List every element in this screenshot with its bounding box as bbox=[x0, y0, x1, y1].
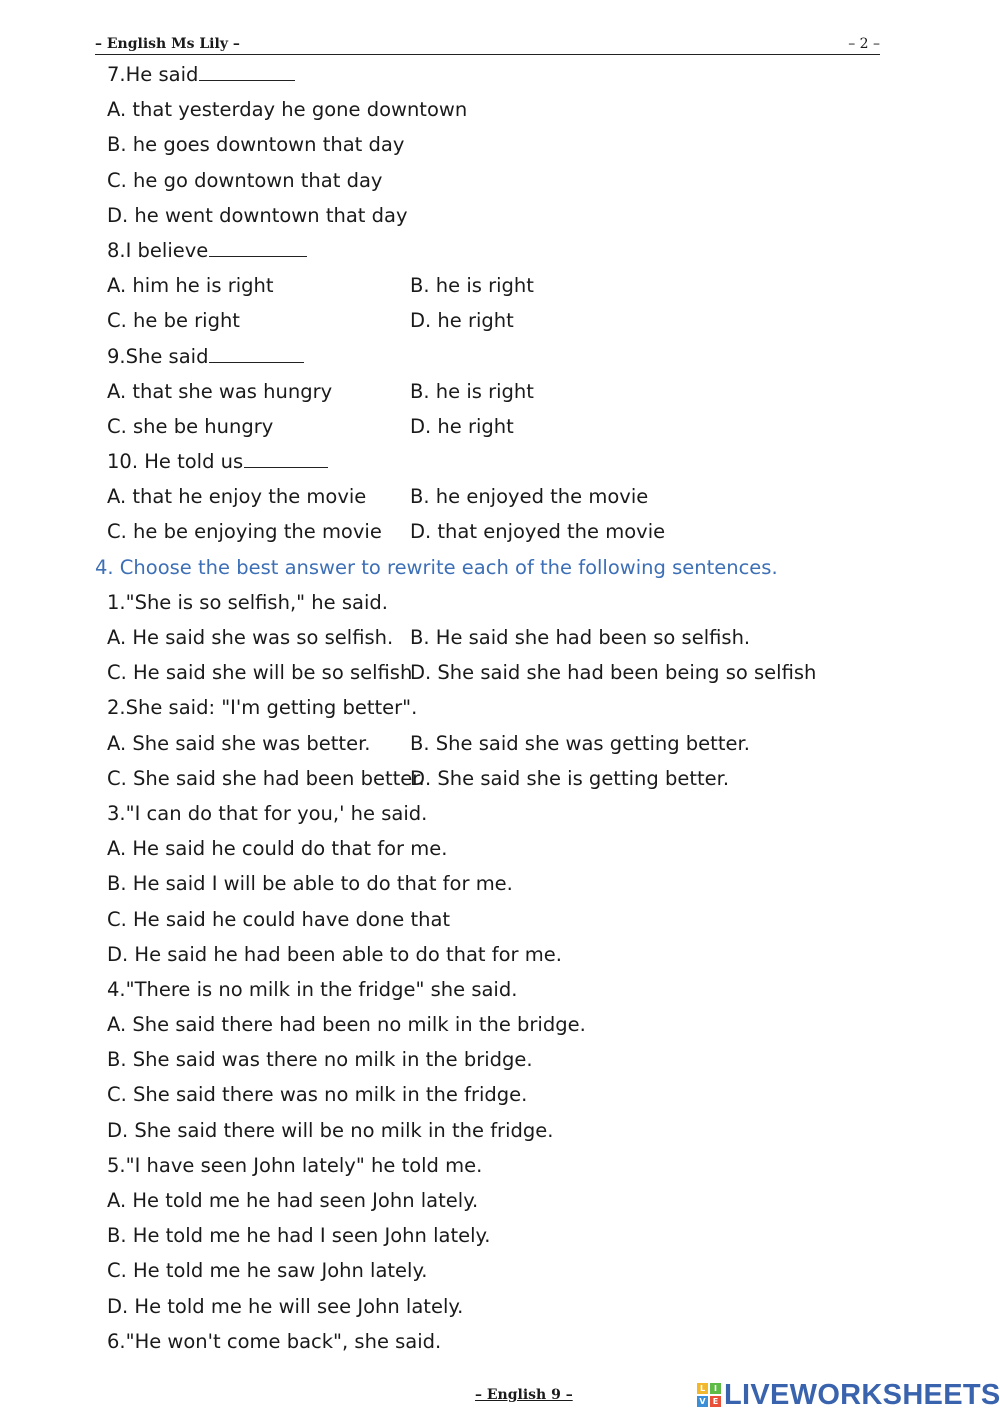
logo-letter: I bbox=[710, 1383, 721, 1394]
option: D. that enjoyed the movie bbox=[410, 520, 666, 544]
brand-name: LIVEWORKSHEETS bbox=[724, 1378, 1000, 1411]
option: A. that yesterday he gone downtown bbox=[107, 98, 468, 122]
logo-letter: E bbox=[710, 1396, 721, 1407]
option-row bbox=[0, 479, 1000, 514]
option: A. him he is right bbox=[107, 274, 274, 298]
answer-blank bbox=[244, 449, 328, 468]
option: C. She said she had been better. bbox=[107, 766, 425, 790]
option: C. he be right bbox=[107, 309, 240, 333]
answer-blank bbox=[209, 238, 307, 257]
question-10 bbox=[0, 444, 1000, 479]
option: C. He said he could have done that bbox=[107, 907, 451, 931]
option: D. He told me he will see John lately. bbox=[107, 1294, 464, 1318]
s4-question-2: 2.She said: "I'm getting better". bbox=[107, 696, 418, 720]
liveworksheets-brand[interactable] bbox=[697, 1378, 1000, 1412]
option: D. he right bbox=[410, 309, 514, 333]
option-row bbox=[0, 514, 1000, 549]
liveworksheets-logo-icon bbox=[697, 1383, 721, 1407]
option: B. He said she had been so selfish. bbox=[410, 626, 751, 649]
header-title: – English Ms Lily – bbox=[95, 36, 240, 52]
option: C. He said she will be so selfish bbox=[107, 661, 413, 685]
page-header bbox=[95, 36, 880, 55]
question-stem: 10. He told us bbox=[107, 450, 244, 474]
header-page-number: – 2 – bbox=[848, 36, 880, 52]
question-stem: 7.He said bbox=[107, 63, 199, 86]
answer-blank bbox=[209, 344, 304, 363]
option: B. She said was there no milk in the bridge. bbox=[107, 1048, 533, 1072]
option: C. He told me he saw John lately. bbox=[107, 1259, 428, 1283]
option: D. He said he had been able to do that for me. bbox=[107, 942, 562, 966]
option-row bbox=[0, 620, 1000, 655]
answer-blank bbox=[199, 62, 295, 81]
option: A. He said he could do that for me. bbox=[107, 837, 448, 861]
option: B. He told me he had I seen John lately. bbox=[107, 1224, 491, 1248]
s4-question-4: 4."There is no milk in the fridge" she said. bbox=[107, 977, 518, 1001]
logo-letter: L bbox=[697, 1383, 708, 1394]
question-stem: 9.She said bbox=[107, 344, 209, 368]
option: C. he be enjoying the movie bbox=[107, 520, 382, 544]
page-footer: – English 9 – bbox=[475, 1387, 573, 1403]
option: A. He said she was so selfish. bbox=[107, 626, 394, 649]
option: D. She said there will be no milk in the fridge. bbox=[107, 1118, 554, 1142]
option-row bbox=[0, 374, 1000, 409]
option: B. he enjoyed the movie bbox=[410, 485, 649, 509]
option: A. She said there had been no milk in the bridge. bbox=[107, 1013, 586, 1037]
option: A. She said she was better. bbox=[107, 731, 371, 755]
s4-question-6: 6."He won't come back", she said. bbox=[107, 1329, 442, 1353]
option: B. He said I will be able to do that for me. bbox=[107, 872, 513, 896]
option: A. that he enjoy the movie bbox=[107, 485, 367, 509]
logo-letter: V bbox=[697, 1396, 708, 1407]
option: B. She said she was getting better. bbox=[410, 731, 750, 755]
option-row bbox=[0, 726, 1000, 761]
question-8 bbox=[0, 233, 1000, 268]
option: C. She said there was no milk in the fridge. bbox=[107, 1083, 528, 1107]
option-row bbox=[0, 761, 1000, 796]
question-9 bbox=[0, 339, 1000, 374]
option-row bbox=[0, 409, 1000, 444]
option: A. that she was hungry bbox=[107, 379, 333, 403]
s4-question-5: 5."I have seen John lately" he told me. bbox=[107, 1153, 483, 1177]
option-row bbox=[0, 303, 1000, 338]
option: A. He told me he had seen John lately. bbox=[107, 1189, 479, 1212]
s4-question-3: 3."I can do that for you,' he said. bbox=[107, 801, 428, 825]
option: B. he goes downtown that day bbox=[107, 133, 405, 157]
option: D. She said she is getting better. bbox=[410, 766, 730, 790]
question-7 bbox=[0, 57, 1000, 92]
option: B. he is right bbox=[410, 274, 534, 298]
worksheet-content bbox=[0, 57, 1000, 1359]
s4-question-1: 1."She is so selfish," he said. bbox=[107, 590, 388, 614]
question-stem: 8.I believe bbox=[107, 238, 209, 262]
option: C. she be hungry bbox=[107, 414, 274, 438]
option: D. he went downtown that day bbox=[107, 203, 408, 227]
section-4-heading: 4. Choose the best answer to rewrite each of the following sentences. bbox=[95, 555, 778, 579]
option: D. She said she had been being so selfish bbox=[410, 661, 817, 685]
option: B. he is right bbox=[410, 379, 534, 403]
option-row bbox=[0, 268, 1000, 303]
option: C. he go downtown that day bbox=[107, 168, 383, 192]
option: D. he right bbox=[410, 414, 514, 438]
option-row bbox=[0, 655, 1000, 690]
